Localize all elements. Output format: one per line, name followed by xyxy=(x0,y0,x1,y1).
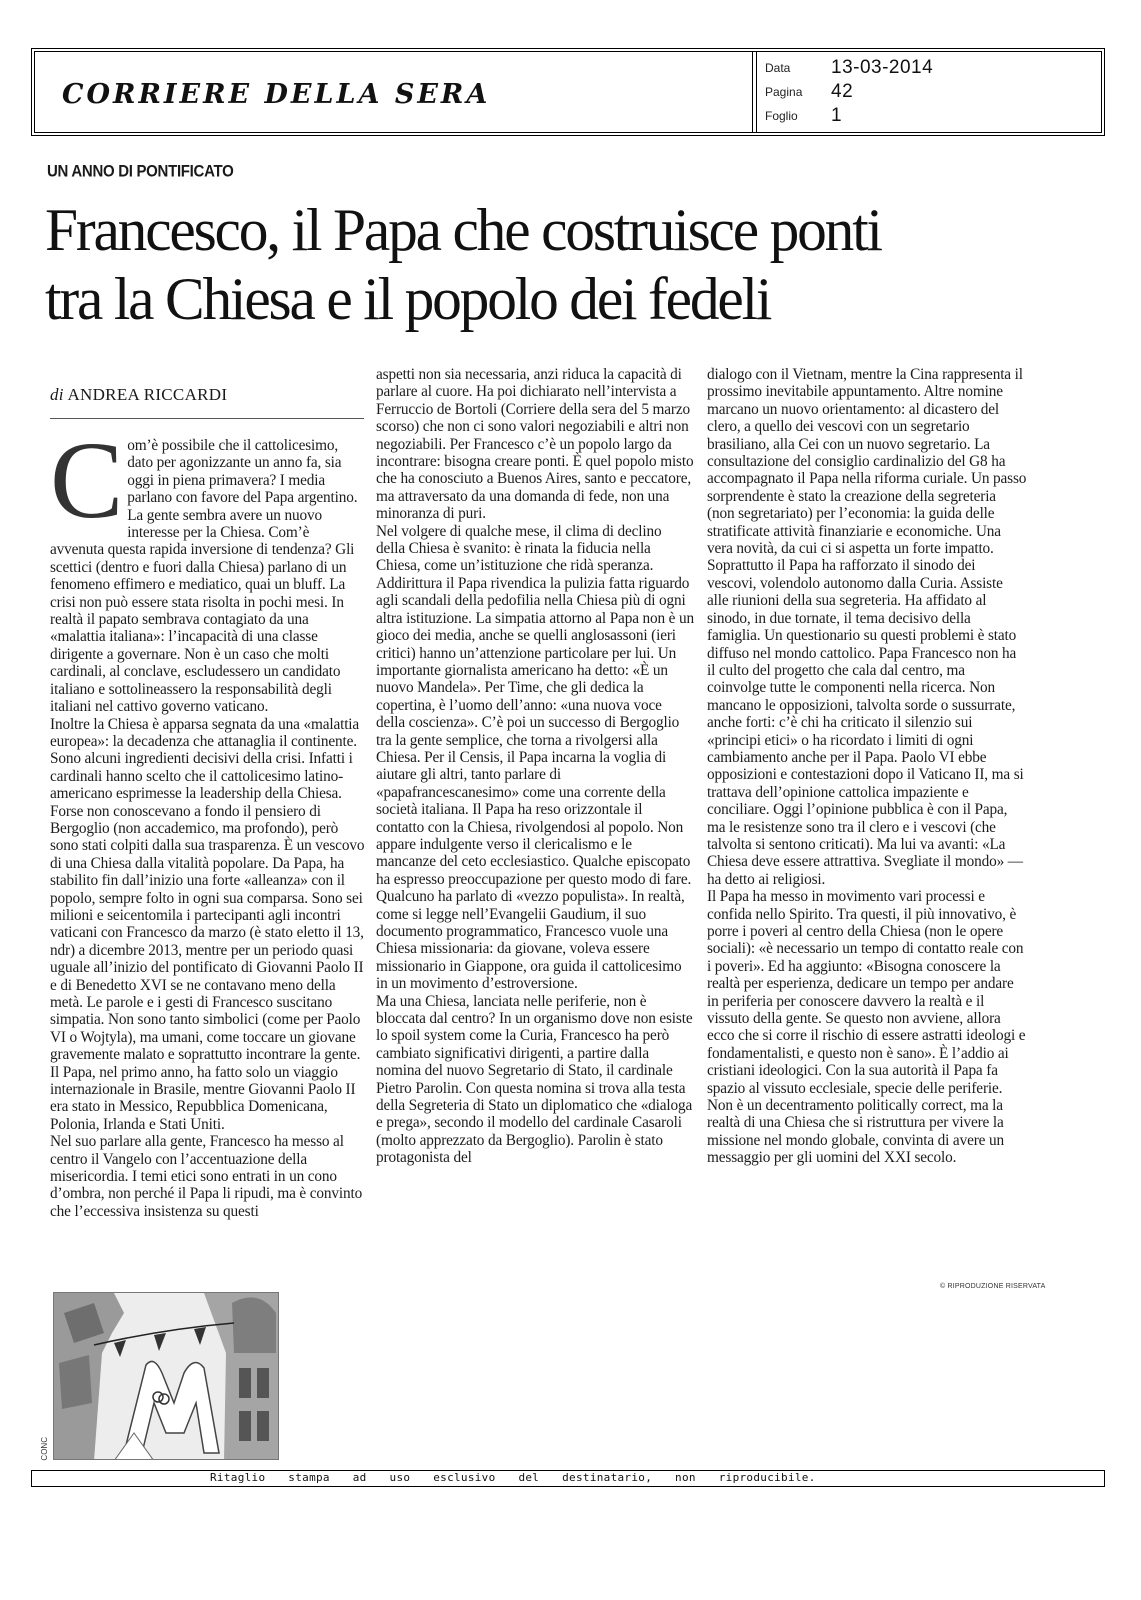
article-byline xyxy=(50,385,227,405)
paragraph: Nel volgere di qualche mese, il clima di declino della Chiesa è svanito: è rinata la fiducia nella Chiesa, come un’istituzione che ridà speranza. Addirittura il Papa rivendica la pulizia fatta riguardo agli scandali della pedofilia nella Chiesa più di ogni altra istituzione. La simpatia attorno al Papa non è un gioco dei media, anche se quelli anglosassoni (ieri critici) hanno un’attenzione particolare per lui. Un importante giornalista americano ha detto: «È un nuovo Mandela». Per Time, che gli dedica la copertina, è l’uomo dell’anno: «una nuova voce della coscienza». C’è poi un successo di Bergoglio tra la gente semplice, che torna a rivolgersi alla Chiesa. Per il Censis, il Papa incarna la voglia di aiutare gli altri, tanto parlare di «papafrancescanesimo» come una corrente della società italiana. Il Papa ha reso orizzontale il contatto con la Chiesa, rivolgendosi al popolo. Non appare indulgente verso il clericalismo e le mancanze del ceto ecclesiastico. Qualche episcopato ha espresso preoccupazione per questo modo di fare. Qualcuno ha parlato di «vezzo populista». In realtà, come si legge nell’Evangelii Gaudium, il suo documento programmatico, Francesco vuole una Chiesa missionaria: da giovane, voleva essere missionario in Giappone, ora guida il cattolicesimo in un movimento d’estroversione. xyxy=(376,522,694,993)
illustration-drawing xyxy=(54,1293,279,1460)
meta-value: 13-03-2014 xyxy=(831,57,934,78)
copyright-notice: © RIPRODUZIONE RISERVATA xyxy=(940,1283,1046,1290)
masthead-box xyxy=(31,48,1105,136)
article-column-1 xyxy=(50,419,366,1220)
paragraph: Il Papa ha messo in movimento vari processi e confida nello Spirito. Tra questi, il più innovativo, è porre i poveri al centro della Chiesa (non le opere sociali): «è necessario un tempo di contatto reale con i poveri». Ed ha aggiunto: «Bisogna conoscere la realtà per esperienza, dedicare un tempo per andare in periferia per conoscere davvero la realtà e il vissuto della gente. Se questo non avviene, allora ecco che si corre il rischio di essere astratti ideologi e fondamentalisti, e questo non è sano». È l’addio ai cristiani ideologici. Con la sua autorità il Papa fa spazio al vissuto ecclesiale, specie delle periferie. Non è un decentramento politically correct, ma la realtà di una Chiesa che si ristruttura per vivere la missione nel mondo globale, convinta di avere un messaggio per gli uomini del XXI secolo. xyxy=(707,888,1026,1167)
newspaper-masthead: CORRIERE DELLA SERA xyxy=(62,79,491,110)
byline-author: ANDREA RICCARDI xyxy=(67,385,228,404)
paragraph: Nel suo parlare alla gente, Francesco ha messo al centro il Vangelo con l’accentuazione della misericordia. I temi etici sono entrati in un cono d’ombra, non perché il Papa li ripudi, ma è convinto che l’eccessiva insistenza su questi xyxy=(50,1133,363,1220)
meta-label: Pagina xyxy=(765,85,803,99)
meta-label: Data xyxy=(765,61,791,75)
reproduction-notice: Ritaglio stampa ad uso esclusivo del destinatario, non riproducibile. xyxy=(210,1471,816,1484)
meta-row-sheet xyxy=(765,104,1065,128)
meta-label: Foglio xyxy=(765,109,798,123)
paragraph: Ma una Chiesa, lanciata nelle periferie, non è bloccata dal centro? In un organismo dove non esiste lo spoil system come la Curia, Francesco ha però cambiato significativi dirigenti, a partire dalla nomina del nuovo Segretario di Stato, il cardinale Pietro Parolin. Con questa nomina si trova alla testa della Segreteria di Stato un diplomatico che «dialoga e prega», secondo il modello del cardinale Casaroli (molto apprezzato da Bergoglio). Parolin è stato protagonista del xyxy=(376,992,693,1167)
paragraph: dialogo con il Vietnam, mentre la Cina rappresenta il prossimo inevitabile appuntamento. Altre nomine marcano un nuovo orientamento: al dicastero del clero, a quello dei vescovi con un segretario brasiliano, alla Cei con un nuovo segretario. La consultazione del consiglio cardinalizio del G8 ha accompagnato il Papa nella riforma curiale. Un passo sorprendente è stato la creazione della segreteria (non segretariato) per l’economia: la guida delle stratificate attività finanziarie e economiche. Una vera novità, da cui ci si aspetta un forte impatto. Soprattutto il Papa ha rafforzato il sinodo dei vescovi, volendolo autonomo dalla Curia. Assiste alle riunioni della sua segreteria. Ha affidato al sinodo, in due tornate, il tema decisivo della famiglia. Un questionario su questi problemi è stato diffuso nel mondo cattolico. Papa Francesco non ha il culto del progetto che cala dal centro, ma coinvolge tutte le componenti nella ricerca. Non mancano le opposizioni, talvolta sorde o sussurrate, anche forti: c’è chi ha criticato il silenzio sui «principi etici» o ha ricordato i limiti di ogni cambiamento anche per il Papa. Paolo VI ebbe opposizioni e contestazioni dopo il Vaticano II, ma si trattava dell’opinione cattolica impaziente e conciliare. Oggi l’opinione pubblica è con il Papa, ma le resistenze sono tra il clero e i vescovi (che talvolta si sentono criticati). Ma lui va avanti: «La Chiesa deve essere attrattiva. Svegliate il mondo» — ha detto ai religiosi. xyxy=(707,366,1027,888)
article-column-2 xyxy=(376,366,694,1167)
article-kicker: UN ANNO DI PONTIFICATO xyxy=(47,162,234,181)
meta-value: 1 xyxy=(831,105,843,126)
byline-prefix: di xyxy=(50,385,64,404)
article-column-3 xyxy=(707,366,1027,1167)
meta-divider-inner xyxy=(756,51,758,133)
clipping-metadata xyxy=(765,56,1065,128)
headline-line-2: tra la Chiesa e il popolo dei fedeli xyxy=(45,266,771,332)
paragraph: Inoltre la Chiesa è apparsa segnata da una «malattia europea»: la decadenza che attanaglia il continente. Sono alcuni ingredienti decisivi della crisi. Infatti i cardinali hanno scelto che il cattolicesimo latino-americano esprimesse la leadership della Chiesa. Forse non conoscevano a fondo il pensiero di Bergoglio (non accademico, ma profondo), però sono stati colpiti dalla sua trasparenza. È un vescovo di una Chiesa dalla vitalità popolare. Da Papa, ha stabilito fin dall’inizio una forte «alleanza» con il popolo, sempre folto in ogni sua comparsa. Sono sei milioni e seicentomila i partecipanti agli incontri vaticani con Francesco da marzo (è stato eletto il 13, ndr) a dicembre 2013, mentre per un periodo quasi uguale all’inizio del pontificato di Giovanni Paolo II e di Benedetto XVI se ne contavano meno della metà. Le parole e i gesti di Francesco suscitano simpatia. Non sono tanto simbolici (come per Paolo VI o Wojtyla), ma umani, come toccare un giovane gravemente malato e soprattutto incontrare la gente. Il Papa, nel primo anno, ha fatto solo un viaggio internazionale in Brasile, mentre Giovanni Paolo II era stato in Messico, Repubblica Domenicana, Polonia, Irlanda e Stati Uniti. xyxy=(50,715,365,1133)
paragraph: om’è possibile che il cattolicesimo, dato per agonizzante un anno fa, sia oggi in piena primavera? I media parlano con favore del Papa argentino. La gente sembra avere un nuovo interesse per la Chiesa. Com’è avvenuta questa rapida inversione di tendenza? Gli scettici (dentro e fuori dalla Chiesa) parlano di un fenomeno effimero e mediatico, quai un bluff. La crisi non può essere stata risolta in pochi mesi. In realtà il papato sembrava contagiato da una «malattia italiana»: l’incapacità di una classe dirigente a governare. Non è un caso che molti cardinali, al conclave, escludessero un candidato italiano e sottolineassero la responsabilità degli italiani nel cattivo governo vaticano. xyxy=(50,437,358,716)
meta-row-page xyxy=(765,80,1065,104)
meta-divider xyxy=(752,51,754,133)
headline-line-1: Francesco, il Papa che costruisce ponti xyxy=(45,197,881,263)
meta-value: 42 xyxy=(831,81,854,102)
drop-cap: C xyxy=(50,419,124,541)
illustration-credit: CONC xyxy=(40,1437,49,1461)
article-headline xyxy=(45,196,1095,334)
meta-row-date xyxy=(765,56,1065,80)
cartoon-illustration xyxy=(53,1292,279,1460)
paragraph: aspetti non sia necessaria, anzi riduca la capacità di parlare al cuore. Ha poi dichiarato nell’intervista a Ferruccio de Bortoli (Corriere della sera del 5 marzo scorso) che non ci sono valori negoziabili e altri non negoziabili. Per Francesco c’è un popolo largo da incontrare: bisogna creare ponti. È quel popolo misto che ha conosciuto a Buenos Aires, santo e peccatore, ma attraversato da una domanda di fede, non una minoranza di puri. xyxy=(376,366,694,523)
